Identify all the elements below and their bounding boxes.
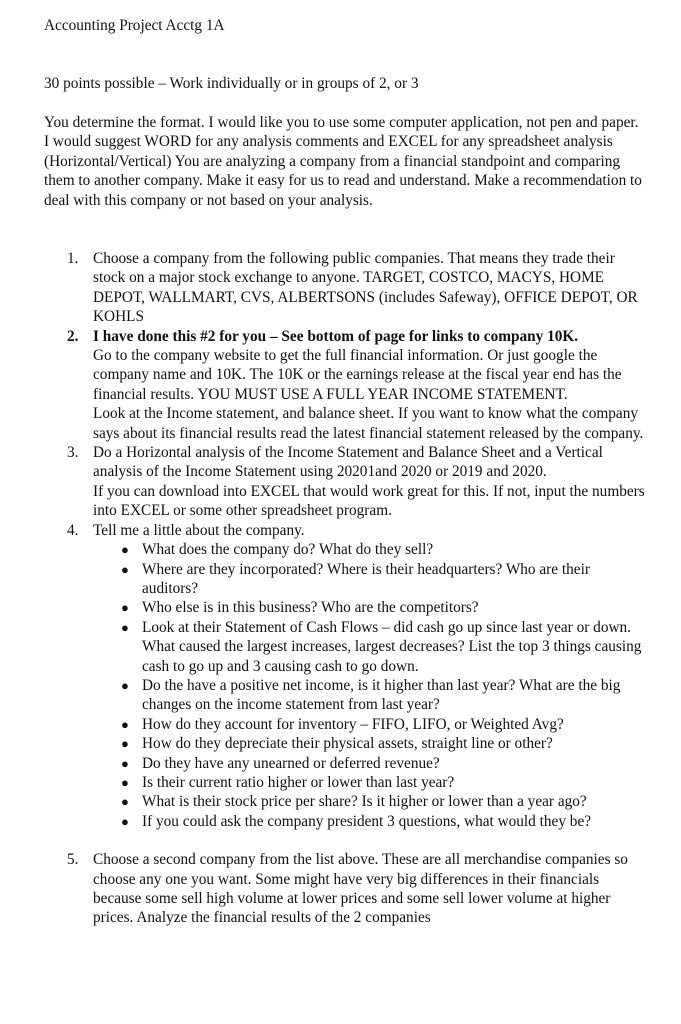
item-number: 3. [67,444,79,462]
list-item-1 [0,249,645,327]
list-item: ● Do the have a positive net income, is it higher than last year? What are the big changes on the income statement from last year? [121,676,621,714]
list-item: ● If you could ask the company president 3 questions, what would they be? [121,812,592,830]
list-item-2 [0,327,645,443]
item-number: 1. [67,250,79,267]
list-item: ● What does the company do? What do they sell? [121,541,434,559]
points-line: 30 points possible – Work individually or in groups of 2, or 3 [44,75,419,92]
list-item-5 [0,850,645,928]
question-bullets [93,540,645,831]
list-item: ● What is their stock price per share? Is it higher or lower than a year ago? [121,793,587,811]
bullet-icon: ● [121,736,129,752]
list-item-4 [0,521,645,832]
spacer [0,831,681,850]
item-text-continued: If you can download into EXCEL that would work great for this. If not, input the numbers into EXCEL or some other spreadsheet program. [93,482,645,520]
bullet-icon: ● [121,561,129,577]
list-item: ● Do they have any unearned or deferred revenue? [121,754,440,772]
item-number: 4. [67,521,79,539]
item-text: Tell me a little about the company. [93,521,305,539]
item-text: Choose a company from the following public companies. That means they trade their stock on a major stock exchange to anyone. TARGET, COSTCO, MACYS, HOME DEPOT, WALLMART, CVS, ALBERTSONS (includes Safeway), OFFICE DEPOT, OR KOHLS [93,250,638,326]
bullet-icon: ● [121,716,129,732]
list-item: ● How do they account for inventory – FIFO, LIFO, or Weighted Avg? [121,715,564,733]
intro-paragraph: You determine the format. I would like you to use some computer application, not pen and paper. I would suggest WORD for any analysis comments and EXCEL for any spreadsheet analysis (Horizontal/Vertical) You are analyzing a company from a financial standpoint and comparing them to another company. Make it easy for us to read and understand. Make a recommendation to deal with this company or not based on your analysis. [44,114,642,209]
bullet-icon: ● [121,677,129,693]
item-text-continued: Look at the Income statement, and balance sheet. If you want to know what the company says about its financial results read the latest financial statement released by the company. [93,405,644,442]
item-number: 2. [67,327,79,345]
item-bold-text: I have done this #2 for you – See bottom of page for links to company 10K. [93,327,579,345]
list-item: ● Look at their Statement of Cash Flows – did cash go up since last year or down. What caused the largest increases, largest decreases? List the top 3 things causing cash to go up and 3 causing cash to go down. [121,618,642,675]
list-item-3 [0,443,645,521]
bullet-icon: ● [121,755,129,771]
item-text: Choose a second company from the list above. These are all merchandise companies so choose any one you want. Some might have very big differences in their financials because some sell high volume at lower prices and some sell lower volume at higher prices. Analyze the financial results of the 2 companies [93,851,628,927]
item-number: 5. [67,851,79,869]
list-item: ● How do they depreciate their physical assets, straight line or other? [121,735,553,753]
numbered-list [0,249,681,928]
document-title: Accounting Project Acctg 1A [44,17,225,34]
bullet-icon: ● [121,774,129,790]
list-item: ● Where are they incorporated? Where is their headquarters? Who are their auditors? [121,560,590,597]
bullet-icon: ● [121,813,129,829]
item-text: Go to the company website to get the full financial information. Or just google the company name and 10K. The 10K or the earnings release at the fiscal year end has the financial results. YOU MUST USE A FULL YEAR INCOME STATEMENT. [93,347,622,403]
item-text: Do a Horizontal analysis of the Income Statement and Balance Sheet and a Vertical analysis of the Income Statement using 20201and 2020 or 2019 and 2020. [93,444,603,481]
bullet-icon: ● [121,600,129,616]
bullet-icon: ● [121,619,129,635]
list-item: ● Is their current ratio higher or lower than last year? [121,773,455,791]
list-item: ● Who else is in this business? Who are the competitors? [121,599,479,617]
bullet-icon: ● [121,542,129,558]
bullet-icon: ● [121,794,129,810]
